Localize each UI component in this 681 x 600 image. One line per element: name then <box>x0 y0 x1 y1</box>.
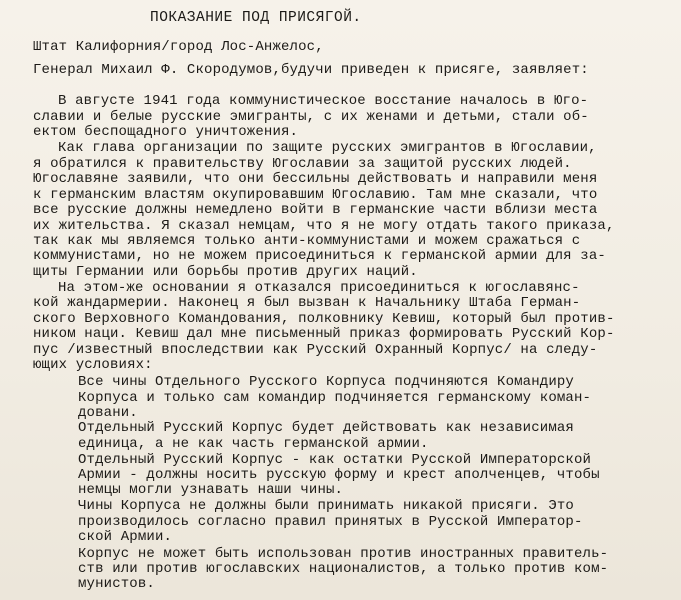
text-line: немцы могли узнавать наши чины. <box>78 482 344 498</box>
text-line: Югославяне заявили, что они бессильны действовать и направили меня <box>33 171 598 187</box>
text-line: На этом-же основании я отказался присоединиться к югославянс- <box>58 280 580 296</box>
text-line: славии и белые русские эмигранты, с их женами и детьми, стали об- <box>33 109 589 125</box>
text-line: все русские должны немедлено войти в германские части вблизи места <box>33 202 598 218</box>
text-line: ектом беспощадного уничтожения. <box>33 124 299 140</box>
text-line: к германским властям окупировавшим Югославию. Там мне сказали, что <box>33 187 598 203</box>
text-line: Отдельный Русский Корпус будет действовать как независимая <box>78 420 574 436</box>
text-line: ником наци. Кевиш дал мне письменный приказ формировать Русский Кор- <box>33 326 615 342</box>
text-line: Корпуса и только сам командир подчиняется германскому коман- <box>78 390 592 406</box>
text-line: ского Верховного Командования, полковнику Кевиш, который был против- <box>33 311 615 327</box>
text-line: Генерал Михаил Ф. Скородумов,будучи приведен к присяге, заявляет: <box>33 62 589 78</box>
text-line: их жительства. Я сказал немцам, что я не могу отдать такого приказа, <box>33 218 615 234</box>
text-line: В августе 1941 года коммунистическое восстание началось в Юго- <box>58 93 589 109</box>
text-line: Отдельный Русский Корпус - как остатки Русской Императорской <box>78 452 592 468</box>
text-line: коммунистами, но не можем присоединиться к германской армии для за- <box>33 248 606 264</box>
text-line: Как глава организации по защите русских эмигрантов в Югославии, <box>58 140 597 156</box>
text-line: ств или против югославских националистов, а только против ком- <box>78 561 609 577</box>
text-line: щиты Германии или борьбы против других наций. <box>33 264 418 280</box>
text-line: производилось согласно правил принятых в Русской Император- <box>78 514 583 530</box>
text-line: Все чины Отдельного Русского Корпуса подчиняются Командиру <box>78 374 574 390</box>
text-line: Армии - должны носить русскую форму и крест аполченцев, чтобы <box>78 467 600 483</box>
text-line: так как мы являемся только анти-коммунистами и можем сражаться с <box>33 233 581 249</box>
text-line: довани. <box>78 405 138 421</box>
text-line: единица, а не как часть германской армии. <box>78 436 429 452</box>
text-line: ющих условиях: <box>33 357 153 373</box>
text-line: пус /известный впоследствии как Русский Охранный Корпус/ на следу- <box>33 342 598 358</box>
text-line: мунистов. <box>78 576 155 592</box>
text-line: ской Армии. <box>78 529 173 545</box>
text-line: я обратился к правительству Югославии за защитой русских людей. <box>33 156 572 172</box>
text-line: Корпус не может быть использован против иностранных правитель- <box>78 546 609 562</box>
document-title: ПОКАЗАНИЕ ПОД ПРИСЯГОЙ. <box>150 10 362 26</box>
text-line: Штат Калифорния/город Лос-Анжелос, <box>33 39 324 55</box>
text-line: кой жандармерии. Наконец я был вызван к Начальнику Штаба Герман- <box>33 295 581 311</box>
text-line: Чины Корпуса не должны были принимать никакой присяги. Это <box>78 498 574 514</box>
